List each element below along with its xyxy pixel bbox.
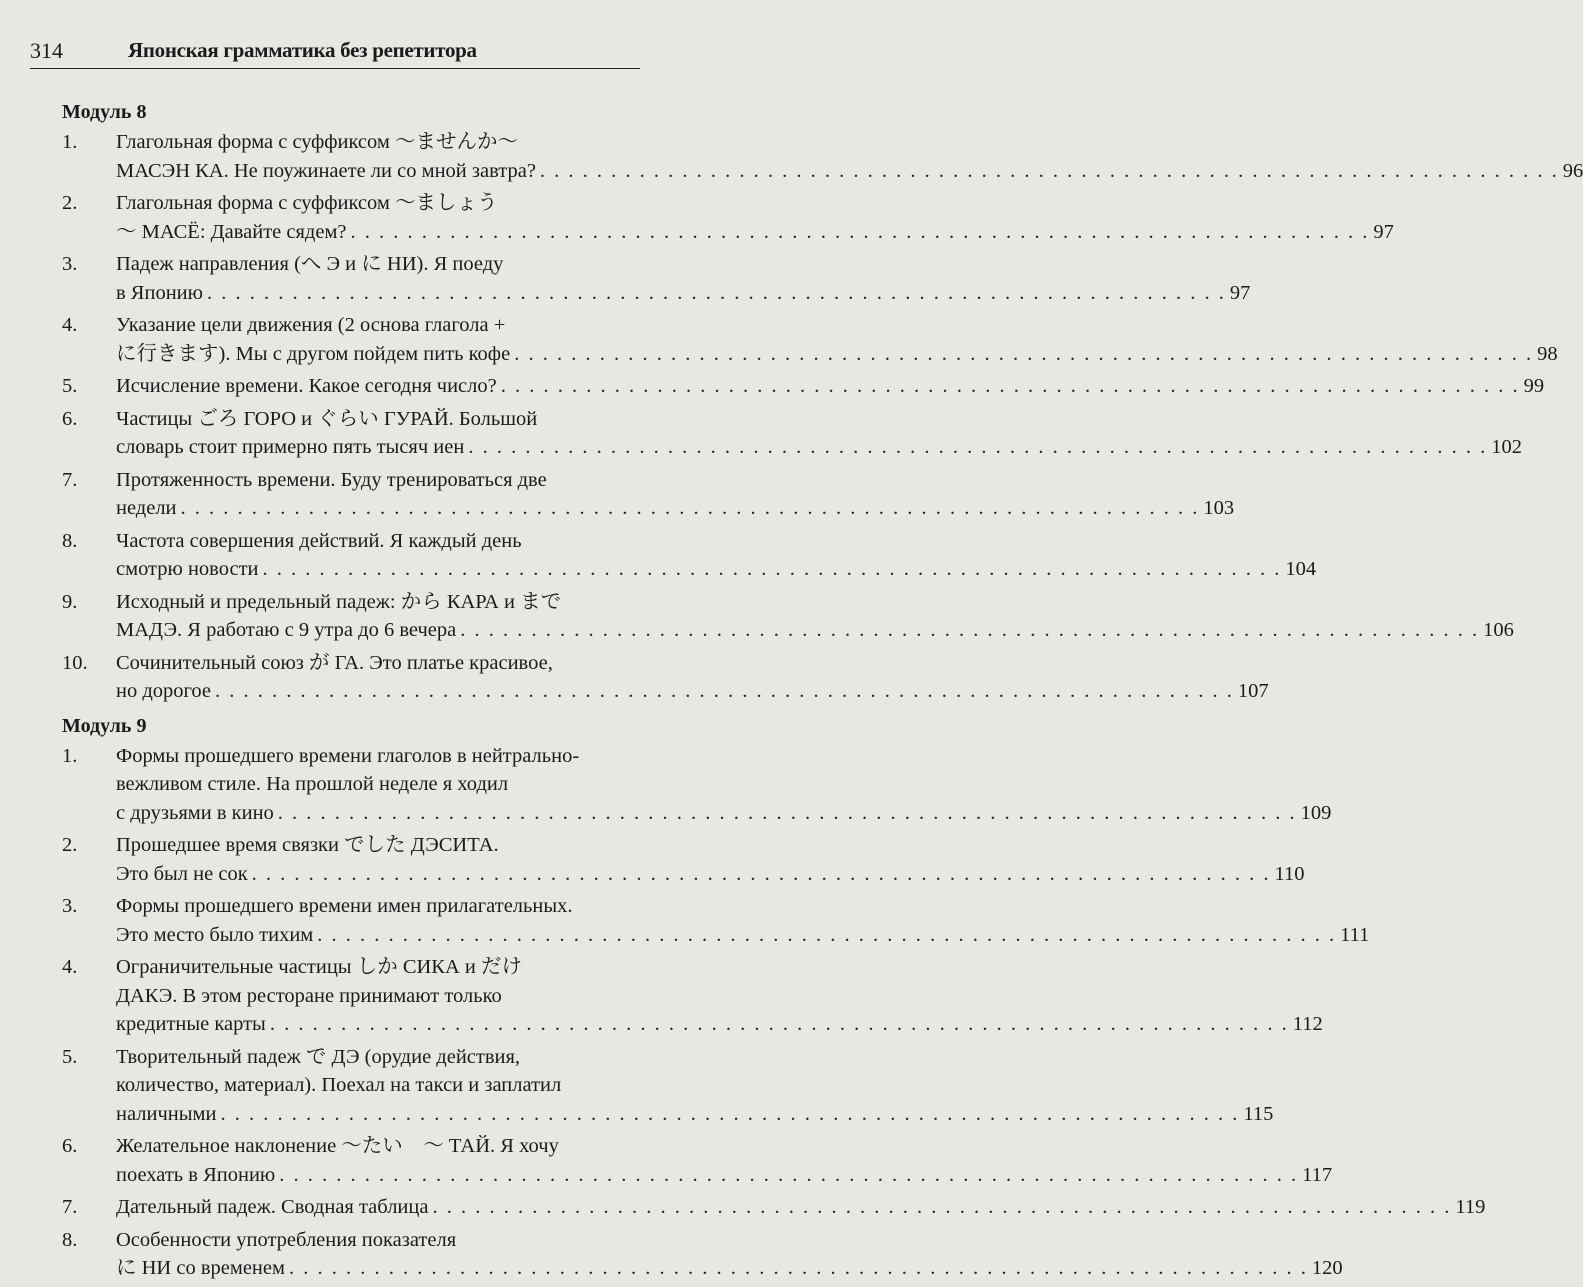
entry-page-number: 98 — [1537, 342, 1558, 365]
entry-page-number: 109 — [1300, 801, 1332, 824]
toc-entry[interactable] — [62, 953, 1323, 1039]
header-rule — [30, 68, 640, 69]
toc-entry[interactable] — [62, 831, 1305, 888]
entry-page-number: 112 — [1292, 1013, 1323, 1035]
entry-text: Дательный падеж. Сводная таблица — [116, 1196, 429, 1218]
entry-line: Частота совершения действий. Я каждый день — [116, 529, 522, 552]
entry-last-line — [116, 1254, 1343, 1283]
module-title: Модуль 9 — [62, 714, 147, 737]
entry-line: Исходный и предельный падеж: から КАРА и まで — [116, 590, 562, 613]
entry-last-line — [116, 860, 1305, 889]
entry-page-number: 99 — [1523, 375, 1545, 397]
leader-dots — [278, 799, 1297, 828]
entry-text: в Японию — [116, 281, 203, 304]
toc-entry[interactable] — [62, 1132, 1333, 1189]
toc-entry[interactable] — [62, 189, 1394, 246]
entry-last-line — [116, 616, 1514, 645]
entry-last-line — [116, 218, 1394, 247]
entry-body — [116, 742, 1331, 828]
entry-line: количество, материал). Поехал на такси и заплатил — [116, 1074, 562, 1096]
entry-line: Указание цели движения (2 основа глагола + — [116, 314, 506, 336]
entry-number: 8. — [62, 529, 78, 552]
entry-body — [116, 527, 1316, 584]
entry-last-line — [116, 372, 1544, 401]
toc-entry[interactable] — [62, 405, 1522, 462]
entry-line: Протяженность времени. Буду тренироваться две — [116, 468, 547, 491]
entry-number: 2. — [62, 834, 78, 856]
entry-body — [116, 311, 1558, 368]
leader-dots — [540, 157, 1559, 186]
entry-page-number: 117 — [1302, 1163, 1333, 1186]
entry-body — [116, 1043, 1273, 1129]
entry-page-number: 96 — [1562, 159, 1583, 182]
entry-body — [116, 953, 1323, 1039]
entry-body — [116, 588, 1514, 645]
leader-dots — [501, 372, 1520, 401]
entry-page-number: 119 — [1455, 1196, 1486, 1218]
entry-number: 5. — [62, 375, 78, 397]
leader-dots — [270, 1010, 1289, 1039]
entry-body — [116, 1193, 1485, 1222]
entry-body — [116, 250, 1250, 307]
entry-number: 10. — [62, 651, 88, 674]
entry-text: МАДЭ. Я работаю с 9 утра до 6 вечера — [116, 619, 457, 641]
entry-line: Сочинительный союз が ГА. Это платье красивое, — [116, 651, 553, 674]
entry-line: Творительный падеж で ДЭ (орудие действия, — [116, 1045, 521, 1068]
entry-text: кредитные карты — [116, 1013, 266, 1035]
entry-number: 7. — [62, 1196, 78, 1218]
entry-last-line — [116, 555, 1316, 584]
entry-line: Падеж направления (へ Э и に НИ). Я поеду — [116, 253, 504, 275]
leader-dots — [514, 340, 1533, 369]
toc-entry[interactable] — [62, 1043, 1274, 1129]
entry-line: Ограничительные частицы しか СИКА и だけ — [116, 956, 522, 978]
entry-last-line — [116, 1161, 1332, 1190]
entry-last-line — [116, 677, 1269, 706]
leader-dots — [279, 1161, 1298, 1190]
entry-page-number: 115 — [1243, 1102, 1274, 1125]
table-of-contents — [62, 96, 1583, 1287]
entry-last-line — [116, 921, 1369, 950]
toc-entry[interactable] — [62, 1193, 1486, 1222]
leader-dots — [220, 1100, 1239, 1129]
entry-text: ～ МАСЁ: Давайте сядем? — [116, 220, 347, 243]
entry-text: Исчисление времени. Какое сегодня число? — [116, 375, 497, 397]
entry-line: Прошедшее время связки でした ДЭСИТА. — [116, 834, 499, 856]
entry-number: 3. — [62, 253, 78, 275]
entry-page-number: 103 — [1203, 497, 1235, 519]
entry-line: Глагольная форма с суффиксом ～ましょう — [116, 192, 498, 214]
entry-text: Это место было тихим — [116, 923, 314, 946]
entry-body — [116, 189, 1394, 246]
entry-last-line — [116, 494, 1234, 523]
entry-page-number: 104 — [1285, 558, 1317, 580]
entry-number: 9. — [62, 590, 78, 613]
leader-dots — [289, 1254, 1308, 1283]
toc-entry[interactable] — [62, 311, 1558, 368]
entry-line: Формы прошедшего времени глаголов в нейтрально- — [116, 744, 580, 767]
entry-line: Глагольная форма с суффиксом ～ませんか～ — [116, 131, 518, 153]
entry-line: Формы прошедшего времени имен прилагательных. — [116, 895, 573, 917]
entry-body — [116, 405, 1522, 462]
book-title: Японская грамматика без репетитора — [128, 38, 477, 62]
entry-number: 1. — [62, 131, 78, 153]
entry-last-line — [116, 1100, 1273, 1129]
leader-dots — [460, 616, 1479, 645]
entry-page-number: 107 — [1237, 680, 1269, 702]
entry-number: 4. — [62, 956, 78, 978]
leader-dots — [181, 494, 1200, 523]
entry-line: Желательное наклонение ～たい ～ ТАЙ. Я хочу — [116, 1135, 559, 1157]
entry-number: 7. — [62, 468, 78, 491]
entry-text: に行きます). Мы с другом пойдем пить кофе — [116, 342, 511, 365]
entry-last-line — [116, 157, 1583, 186]
toc-entry[interactable] — [62, 892, 1370, 949]
toc-entry[interactable] — [62, 742, 1332, 828]
leader-dots — [252, 860, 1271, 889]
leader-dots — [351, 218, 1370, 247]
toc-entry[interactable] — [62, 1226, 1343, 1283]
entry-text: с друзьями в кино — [116, 801, 274, 824]
entry-number: 2. — [62, 192, 78, 214]
leader-dots — [263, 555, 1282, 584]
entry-last-line — [116, 279, 1250, 308]
entry-number: 8. — [62, 1228, 78, 1251]
entry-body — [116, 372, 1544, 401]
entry-number: 5. — [62, 1045, 78, 1068]
leader-dots — [432, 1193, 1451, 1222]
entry-page-number: 102 — [1491, 436, 1522, 458]
entry-line: вежливом стиле. На прошлой неделе я ходил — [116, 773, 509, 795]
page-number: 314 — [30, 38, 63, 63]
entry-text: словарь стоит примерно пять тысяч иен — [116, 436, 465, 458]
entry-text: недели — [116, 497, 177, 519]
entry-page-number: 120 — [1311, 1257, 1343, 1279]
entry-body — [116, 1132, 1332, 1189]
entry-line: Частицы ごろ ГОРО и ぐらい ГУРАЙ. Большой — [116, 407, 538, 430]
entry-body — [116, 892, 1369, 949]
entry-page-number: 111 — [1340, 923, 1370, 946]
toc-entry[interactable] — [62, 527, 1317, 584]
entry-last-line — [116, 799, 1331, 828]
toc-entry[interactable] — [62, 588, 1514, 645]
leader-dots — [215, 677, 1234, 706]
entry-page-number: 97 — [1373, 220, 1394, 243]
toc-entry[interactable] — [62, 649, 1269, 706]
entry-text: но дорогое — [116, 680, 212, 702]
entry-line: Особенности употребления показателя — [116, 1228, 457, 1251]
entry-page-number: 110 — [1274, 862, 1305, 885]
entry-gap — [62, 1283, 640, 1287]
entry-body — [116, 1226, 1343, 1283]
entry-number: 6. — [62, 407, 78, 430]
entry-text: поехать в Японию — [116, 1163, 276, 1186]
toc-entry[interactable] — [62, 372, 1545, 401]
entry-last-line — [116, 1010, 1323, 1039]
page-header — [30, 38, 640, 70]
entry-number: 1. — [62, 744, 78, 767]
entry-last-line — [116, 1193, 1485, 1222]
entry-last-line — [116, 340, 1558, 369]
entry-page-number: 106 — [1483, 619, 1514, 641]
leader-dots — [468, 433, 1487, 462]
entry-body — [116, 466, 1234, 523]
entry-text: наличными — [116, 1102, 217, 1125]
entry-number: 6. — [62, 1135, 78, 1157]
entry-number: 3. — [62, 895, 78, 917]
leader-dots — [207, 279, 1226, 308]
entry-text: смотрю новости — [116, 558, 259, 580]
entry-text: に НИ со временем — [116, 1257, 285, 1279]
module-title: Модуль 8 — [62, 101, 147, 123]
toc-entry[interactable] — [62, 128, 1583, 185]
entry-text: Это был не сок — [116, 862, 248, 885]
entry-body — [116, 831, 1305, 888]
entry-page-number: 97 — [1229, 281, 1251, 304]
toc-entry[interactable] — [62, 250, 1251, 307]
entry-body — [116, 649, 1269, 706]
entry-body — [116, 128, 1583, 185]
entry-number: 4. — [62, 314, 78, 336]
entry-last-line — [116, 433, 1522, 462]
toc-entry[interactable] — [62, 466, 1235, 523]
entry-text: МАСЭН КА. Не поужинаете ли со мной завтра? — [116, 159, 536, 182]
entry-line: ДАКЭ. В этом ресторане принимают только — [116, 984, 502, 1007]
leader-dots — [317, 921, 1336, 950]
